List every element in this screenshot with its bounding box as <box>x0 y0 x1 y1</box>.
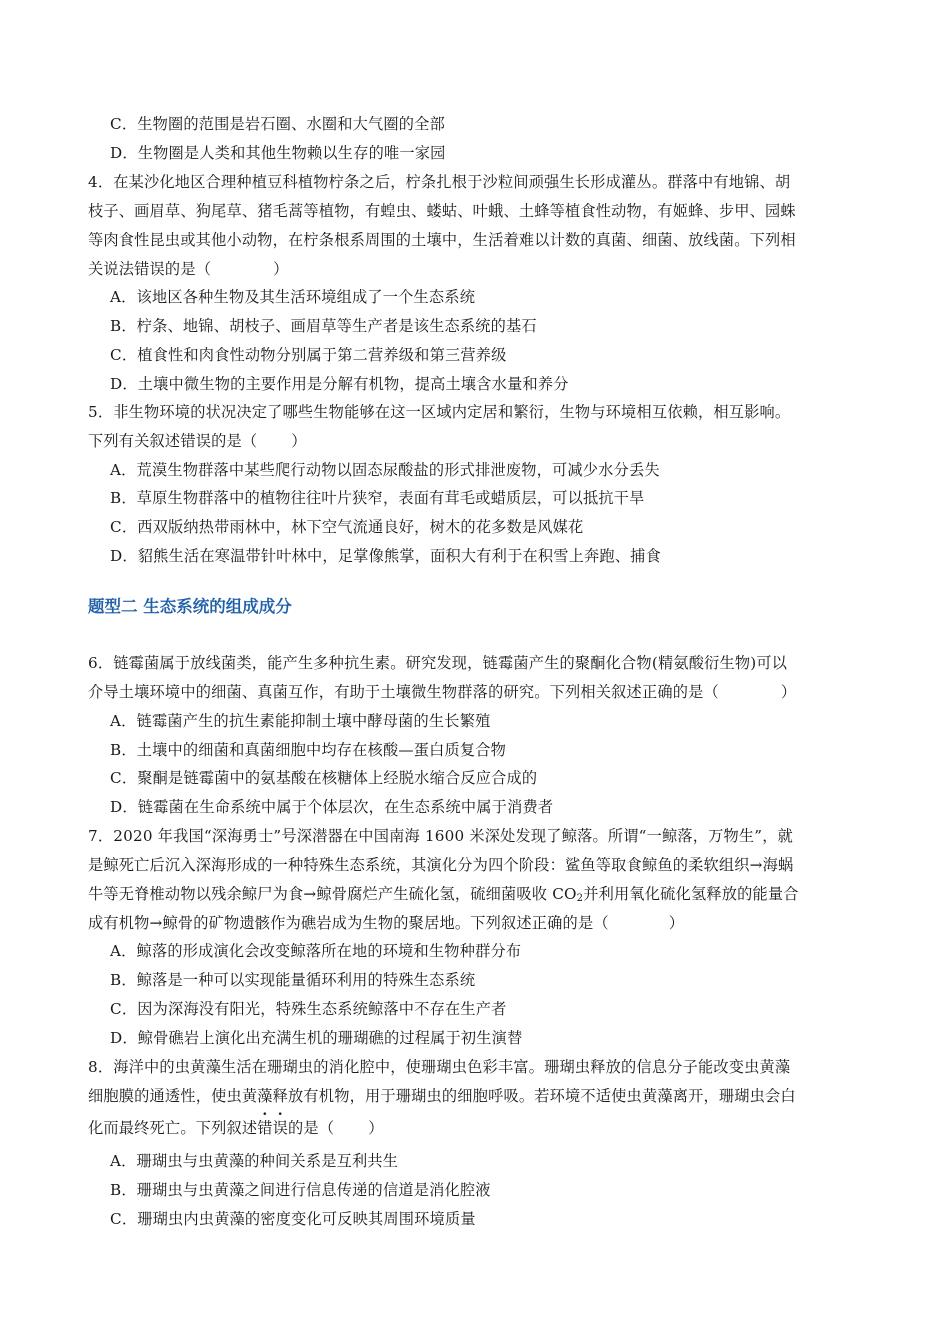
q7-paren-close: ） <box>668 914 685 932</box>
co2-subscript: 2 <box>576 893 584 904</box>
q6-option-d: D．链霉菌在生命系统中属于个体层次，在生态系统中属于消费者 <box>110 798 554 816</box>
q8-stem-line-1: 8．海洋中的虫黄藻生活在珊瑚虫的消化腔中，使珊瑚虫色彩丰富。珊瑚虫释放的信息分子能改变虫黄藻 <box>88 1058 791 1076</box>
q4-option-a: A．该地区各种生物及其生活环境组成了一个生态系统 <box>110 288 476 306</box>
q6-stem-line-2 <box>88 682 796 702</box>
q3-option-d: D．生物圈是人类和其他生物赖以生存的唯一家园 <box>110 144 446 162</box>
q7-stem-line-2: 是鲸死亡后沉入深海形成的一种特殊生态系统，其演化分为四个阶段：鲨鱼等取食鲸鱼的柔软组织→海蜗 <box>88 856 794 874</box>
q5-stem-text: 下列有关叙述错误的是（ <box>88 432 258 450</box>
q7-stem-text-b: 并利用氧化硫化氢释放的能量合 <box>583 885 799 903</box>
q4-stem-line-2: 枝子、画眉草、狗尾草、猪毛蒿等植物，有蝗虫、蝼蛄、叶蛾、土蜂等植食性动物，有姬蜂、步甲、园蛛 <box>88 202 796 220</box>
q8-paren-close: ） <box>368 1119 384 1137</box>
q6-option-b: B．土壤中的细菌和真菌细胞中均存在核酸—蛋白质复合物 <box>110 741 507 759</box>
q6-option-a: A．链霉菌产生的抗生素能抑制土壤中酵母菌的生长繁殖 <box>110 712 491 730</box>
q5-stem-line-1: 5．非生物环境的状况决定了哪些生物能够在这一区域内定居和繁衍，生物与环境相互依赖，相互影响。 <box>88 403 791 421</box>
q5-option-b: B．草原生物群落中的植物往往叶片狭窄，表面有茸毛或蜡质层，可以抵抗干旱 <box>110 489 645 507</box>
q7-stem-text: 成有机物→鲸骨的矿物遗骸作为礁岩成为生物的聚居地。下列叙述正确的是（ <box>88 914 609 932</box>
q8-option-c: C．珊瑚虫内虫黄藻的密度变化可反映其周围环境质量 <box>110 1210 476 1228</box>
q5-stem-line-2 <box>88 431 307 451</box>
q4-stem-line-3: 等肉食性昆虫或其他小动物，在柠条根系周围的土壤中，生活着难以计数的真菌、细菌、放线菌。下列相 <box>88 231 796 249</box>
q8-stem-line-3 <box>88 1118 384 1138</box>
q4-option-d: D．土壤中微生物的主要作用是分解有机物，提高土壤含水量和养分 <box>110 375 569 393</box>
q7-option-d: D．鲸骨礁岩上演化出充满生机的珊瑚礁的过程属于初生演替 <box>110 1029 523 1047</box>
emphasis-dot-char: 误 <box>272 1119 289 1137</box>
q7-stem-line-3 <box>88 884 799 904</box>
q6-stem-text: 介导土壤环境中的细菌、真菌互作，有助于土壤微生物群落的研究。下列相关叙述正确的是（ <box>88 683 719 701</box>
q7-stem-line-4 <box>88 913 684 933</box>
q8-option-a: A．珊瑚虫与虫黄藻的种间关系是互利共生 <box>110 1152 399 1170</box>
q7-stem-line-1: 7．2020 年我国“深海勇士”号深潜器在中国南海 1600 米深处发现了鲸落。所谓“一鲸落，万物生”，就 <box>88 827 794 845</box>
q8-stem-line-2: 细胞膜的通透性，使虫黄藻释放有机物，用于珊瑚虫的细胞呼吸。若环境不适使虫黄藻离开，珊瑚虫会白 <box>88 1087 796 1105</box>
q7-option-a: A．鲸落的形成演化会改变鲸落所在地的环境和生物种群分布 <box>110 942 522 960</box>
q7-option-c: C．因为深海没有阳光，特殊生态系统鲸落中不存在生产者 <box>110 1000 507 1018</box>
q6-paren-close: ） <box>780 683 797 701</box>
q4-option-c: C．植食性和肉食性动物分别属于第二营养级和第三营养级 <box>110 346 507 364</box>
q6-option-c: C．聚酮是链霉菌中的氨基酸在核糖体上经脱水缩合反应合成的 <box>110 769 538 787</box>
q5-option-d: D．貂熊生活在寒温带针叶林中，足掌像熊掌，面积大有利于在积雪上奔跑、捕食 <box>110 547 661 565</box>
q4-option-b: B．柠条、地锦、胡枝子、画眉草等生产者是该生态系统的基石 <box>110 317 537 335</box>
q4-paren-close: ） <box>273 260 289 278</box>
q4-stem-line-1: 4．在某沙化地区合理种植豆科植物柠条之后，柠条扎根于沙粒间顽强生长形成灌丛。群落中有地锦、胡 <box>88 173 791 191</box>
q3-option-c: C．生物圈的范围是岩石圈、水圈和大气圈的全部 <box>110 115 445 133</box>
emphasis-dot-char: 错 <box>257 1119 273 1137</box>
q8-option-b: B．珊瑚虫与虫黄藻之间进行信息传递的信道是消化腔液 <box>110 1181 491 1199</box>
q6-stem-line-1: 6．链霉菌属于放线菌类，能产生多种抗生素。研究发现，链霉菌产生的聚酮化合物(精氨酸衍生物)可以 <box>88 654 788 672</box>
q5-paren-close: ） <box>291 432 307 450</box>
q5-option-c: C．西双版纳热带雨林中，林下空气流通良好，树木的花多数是风媒花 <box>110 518 584 536</box>
q8-stem-text-b: 的是（ <box>288 1119 335 1137</box>
q4-stem-text: 关说法错误的是（ <box>88 260 212 278</box>
q5-option-a: A．荒漠生物群落中某些爬行动物以固态尿酸盐的形式排泄废物，可减少水分丢失 <box>110 461 660 479</box>
q7-stem-text-a: 牛等无脊椎动物以残余鲸尸为食→鲸骨腐烂产生硫化氢，硫细菌吸收 CO <box>88 885 577 903</box>
q4-stem-line-4 <box>88 259 289 279</box>
q7-option-b: B．鲸落是一种可以实现能量循环利用的特殊生态系统 <box>110 971 476 989</box>
q8-stem-text-a: 化而最终死亡。下列叙述 <box>88 1119 258 1137</box>
section-heading: 题型二 生态系统的组成成分 <box>88 597 292 616</box>
